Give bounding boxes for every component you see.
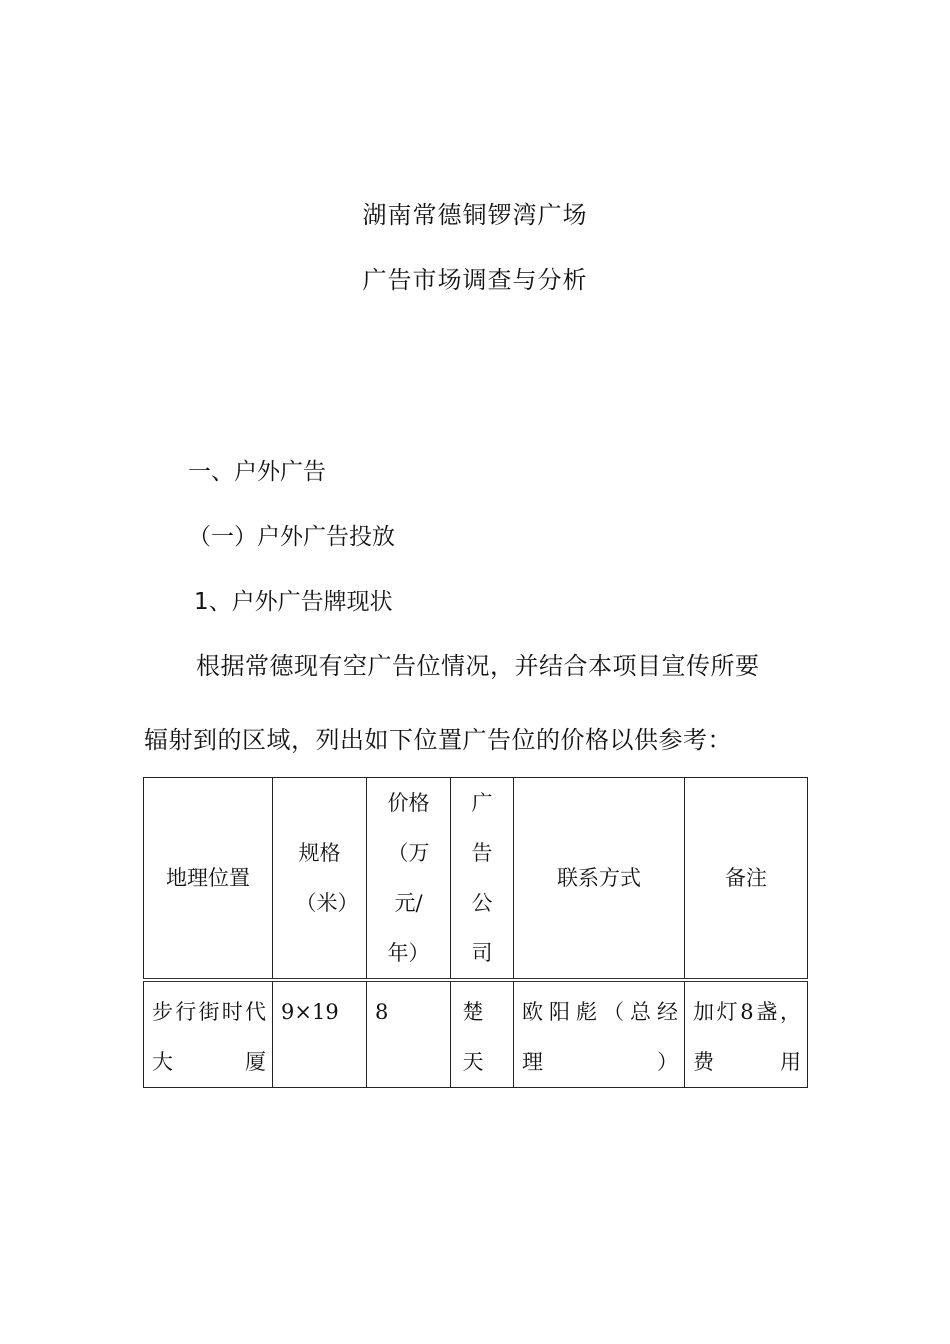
cell-size-text: 9×19 (281, 1000, 339, 1024)
cell-price (367, 980, 451, 1088)
cell-contact (514, 980, 685, 1088)
cell-size (273, 980, 367, 1088)
cell-price-text: 8 (375, 1000, 389, 1024)
table-row (144, 980, 808, 1088)
header-company-text: 广告公司 (471, 791, 493, 965)
cell-location-text: 步行街时代大厦 (152, 1000, 266, 1074)
table-header-row (144, 778, 808, 981)
cell-company (451, 980, 514, 1088)
cell-remark (685, 980, 808, 1088)
subsection-heading: （一）户外广告投放 (188, 524, 395, 550)
header-price-text: 价格（万元/年） (387, 791, 430, 965)
header-remark-text: 备注 (725, 866, 767, 890)
paragraph-line-2: 辐射到的区域，列出如下位置广告位的价格以供参考： (144, 726, 732, 754)
header-contact-text: 联系方式 (557, 866, 641, 890)
cell-company-text: 楚天 (462, 1000, 484, 1074)
header-price (367, 778, 451, 981)
cell-remark-text: 加灯8盏，费用 (693, 1000, 801, 1074)
document-title-line2: 广告市场调查与分析 (362, 266, 588, 294)
header-contact (514, 778, 685, 981)
header-location (144, 778, 273, 981)
cell-location (144, 980, 273, 1088)
section-heading: 一、户外广告 (188, 459, 326, 485)
header-remark (685, 778, 808, 981)
cell-contact-text: 欧阳彪（总经理） (522, 1000, 678, 1074)
document-title-line1: 湖南常德铜锣湾广场 (362, 201, 588, 229)
billboard-price-table (143, 777, 808, 1088)
header-size-text: 规格（米） (295, 841, 359, 915)
paragraph-line-1: 根据常德现有空广告位情况，并结合本项目宣传所要 (196, 652, 760, 680)
header-size (273, 778, 367, 981)
item-heading: 1、户外广告牌现状 (194, 589, 393, 615)
header-location-text: 地理位置 (166, 866, 250, 890)
header-company (451, 778, 514, 981)
